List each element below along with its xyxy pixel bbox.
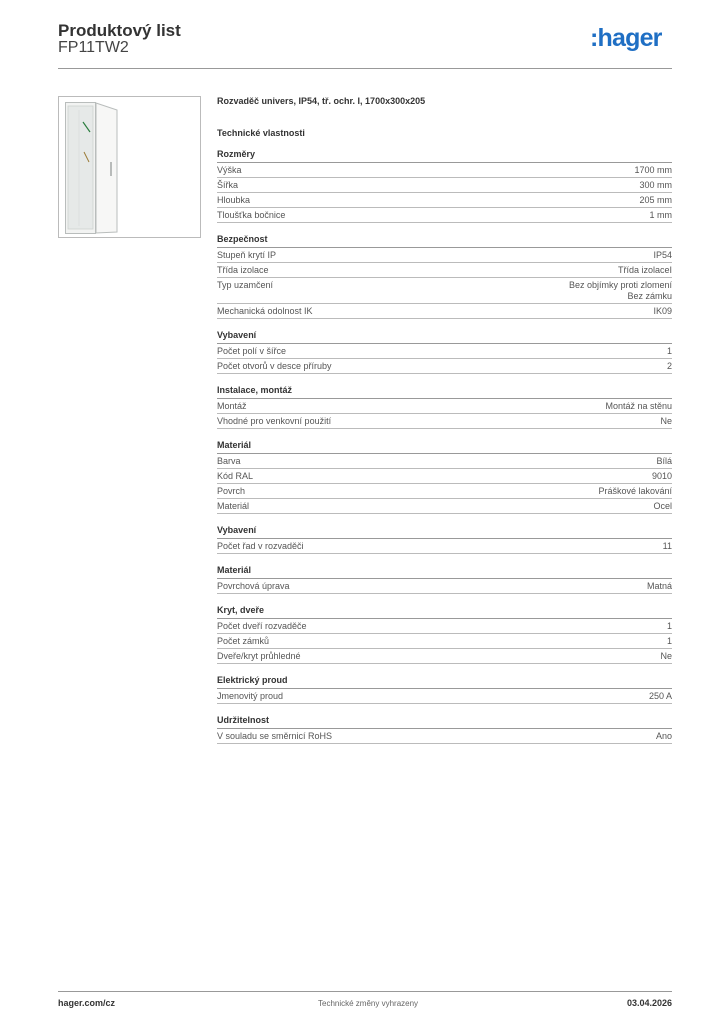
table-row	[217, 649, 672, 664]
row-label: Vhodné pro venkovní použití	[217, 416, 332, 426]
table-row	[217, 344, 672, 359]
group-material	[217, 440, 672, 514]
row-label: Typ uzamčení	[217, 280, 274, 290]
row-label: Povrch	[217, 486, 246, 496]
group-equipment-2	[217, 525, 672, 554]
row-value: Práškové lakování	[598, 486, 672, 496]
group-cover-door	[217, 605, 672, 664]
row-value-line: Bez objímky proti zlomení	[568, 280, 672, 290]
row-value: 1	[666, 621, 672, 631]
footer-date: 03.04.2026	[626, 998, 672, 1008]
group-title: Rozměry	[217, 149, 672, 163]
table-row	[217, 499, 672, 514]
row-label: Montáž	[217, 401, 247, 411]
row-value: Matná	[646, 581, 672, 591]
table-row	[217, 399, 672, 414]
row-value: 11	[662, 541, 672, 551]
group-title: Kryt, dveře	[217, 605, 672, 619]
table-row	[217, 163, 672, 178]
row-value: 2	[666, 361, 672, 371]
product-name: Rozvaděč univers, IP54, tř. ochr. I, 1700x300x205	[217, 96, 426, 106]
table-row	[217, 689, 672, 704]
row-label: Počet dveří rozvaděče	[217, 621, 307, 631]
group-title: Materiál	[217, 565, 672, 579]
group-title: Vybavení	[217, 525, 672, 539]
row-value: Ne	[660, 416, 672, 426]
group-title: Instalace, montáž	[217, 385, 672, 399]
group-safety	[217, 234, 672, 319]
group-title: Udržitelnost	[217, 715, 672, 729]
row-label: Mechanická odolnost IK	[217, 306, 313, 316]
table-row	[217, 304, 672, 319]
group-installation	[217, 385, 672, 429]
row-value: IP54	[653, 250, 672, 260]
tech-properties-heading: Technické vlastnosti	[217, 128, 305, 138]
group-sustainability	[217, 715, 672, 744]
row-label: Barva	[217, 456, 241, 466]
row-value: 205 mm	[639, 195, 672, 205]
row-label: V souladu se směrnicí RoHS	[217, 731, 333, 741]
row-value	[569, 280, 672, 302]
table-row	[217, 539, 672, 554]
group-equipment	[217, 330, 672, 374]
product-details	[217, 96, 672, 755]
footer-divider	[58, 991, 672, 992]
group-title: Vybavení	[217, 330, 672, 344]
row-value: 1	[666, 346, 672, 356]
table-row	[217, 278, 672, 304]
row-value: 250 A	[648, 691, 672, 701]
row-label: Počet zámků	[217, 636, 270, 646]
table-row	[217, 469, 672, 484]
footer-note: Technické změny vyhrazeny	[318, 999, 419, 1008]
row-value: 300 mm	[639, 180, 672, 190]
row-label: Hloubka	[217, 195, 251, 205]
header-divider	[58, 68, 672, 69]
group-title: Elektrický proud	[217, 675, 672, 689]
page-title: Produktový list	[58, 21, 181, 40]
row-label: Materiál	[217, 501, 250, 511]
row-value: Ano	[655, 731, 672, 741]
table-row	[217, 208, 672, 223]
product-image	[58, 96, 201, 238]
row-label: Povrchová úprava	[217, 581, 290, 591]
group-dimensions	[217, 149, 672, 223]
row-label: Dveře/kryt průhledné	[217, 651, 301, 661]
product-code: FP11TW2	[58, 39, 129, 56]
table-row	[217, 454, 672, 469]
row-value: 1 mm	[649, 210, 672, 220]
row-value: 1700 mm	[634, 165, 672, 175]
table-row	[217, 579, 672, 594]
row-value-line: Bez zámku	[627, 291, 672, 301]
row-label: Jmenovitý proud	[217, 691, 284, 701]
table-row	[217, 248, 672, 263]
table-row	[217, 359, 672, 374]
row-value: Třída izolaceI	[617, 265, 672, 275]
row-value: 9010	[651, 471, 672, 481]
footer-website: hager.com/cz	[58, 998, 116, 1008]
row-label: Výška	[217, 165, 242, 175]
row-label: Počet řad v rozvaděči	[217, 541, 304, 551]
row-value: 1	[666, 636, 672, 646]
group-material-2	[217, 565, 672, 594]
row-value: Bílá	[656, 456, 672, 466]
group-electric-current	[217, 675, 672, 704]
row-label: Šířka	[217, 180, 239, 190]
row-value: Montáž na stěnu	[605, 401, 672, 411]
row-value: IK09	[653, 306, 672, 316]
row-label: Třída izolace	[217, 265, 269, 275]
table-row	[217, 484, 672, 499]
cabinet-illustration	[65, 102, 119, 234]
row-label: Počet polí v šířce	[217, 346, 287, 356]
row-label: Stupeň krytí IP	[217, 250, 277, 260]
group-title: Bezpečnost	[217, 234, 672, 248]
row-label: Tloušťka bočnice	[217, 210, 286, 220]
row-value: Ne	[660, 651, 672, 661]
row-label: Počet otvorů v desce příruby	[217, 361, 332, 371]
table-row	[217, 729, 672, 744]
table-row	[217, 263, 672, 278]
group-title: Materiál	[217, 440, 672, 454]
row-value: Ocel	[653, 501, 672, 511]
table-row	[217, 193, 672, 208]
table-row	[217, 619, 672, 634]
hager-logo: :hager	[590, 24, 662, 52]
table-row	[217, 414, 672, 429]
row-label: Kód RAL	[217, 471, 254, 481]
table-row	[217, 178, 672, 193]
table-row	[217, 634, 672, 649]
